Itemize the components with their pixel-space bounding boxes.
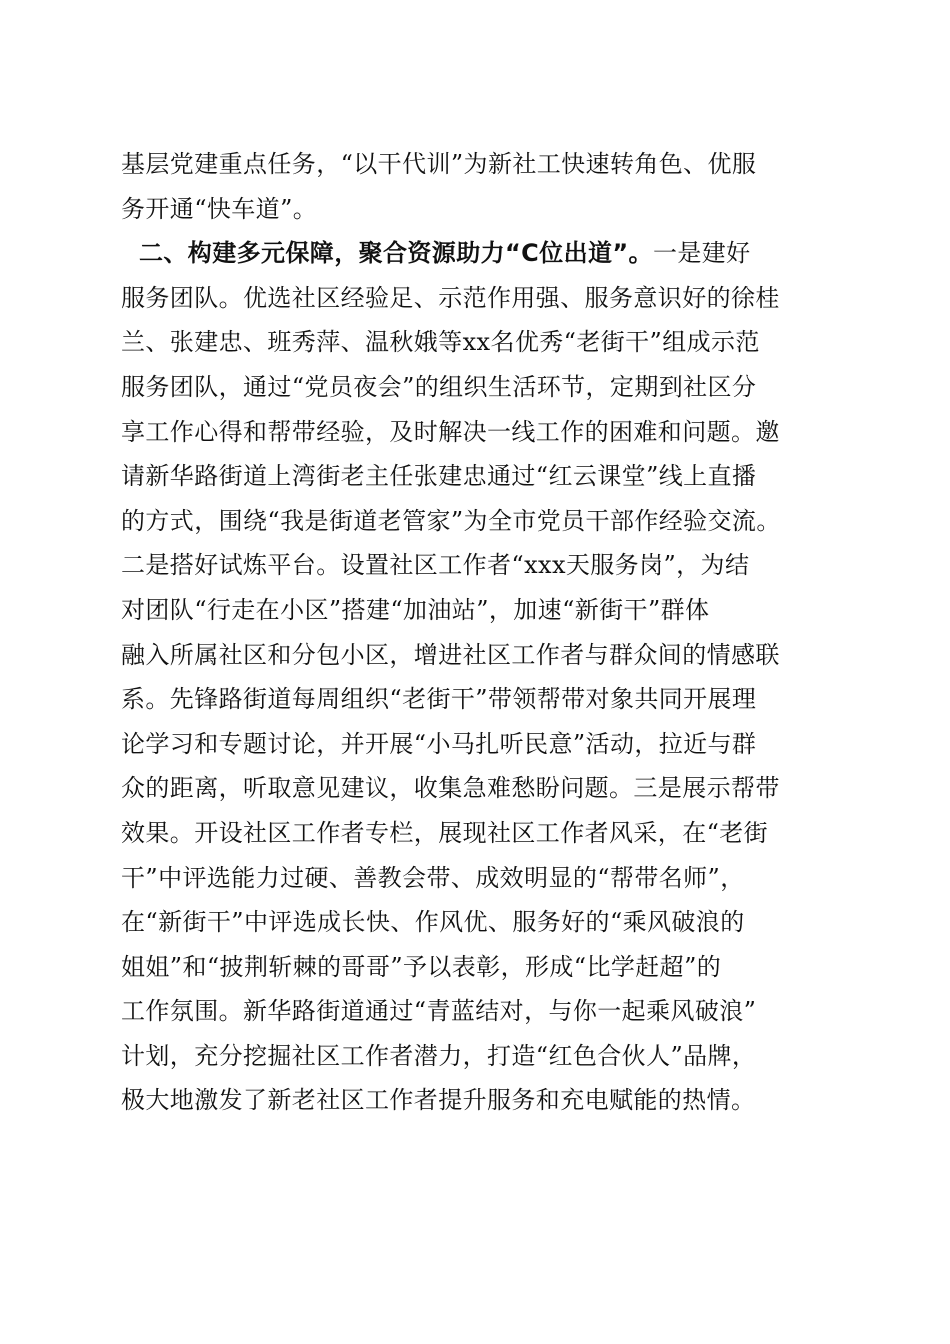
text-line: 的方式，围绕“我是街道老管家”为全市党员干部作经验交流。	[121, 506, 781, 535]
text-line: 对团队“行走在小区”搭建“加油站”，加速“新街干”群体	[121, 595, 710, 624]
text-line: 享工作心得和帮带经验，及时解决一线工作的困难和问题。邀	[121, 417, 780, 446]
text-line: 干”中评选能力过硬、善教会带、成效明显的“帮带名师”，	[121, 863, 745, 892]
text-line: 基层党建重点任务，“以干代训”为新社工快速转角色、优服	[121, 150, 757, 178]
text-line: 姐姐”和“披荆斩棘的哥哥”予以表彰，形成“比学赶超”的	[121, 952, 722, 981]
section-heading: 二、构建多元保障，聚合资源助力“C位出道”。	[139, 239, 653, 268]
text-line: 极大地激发了新老社区工作者提升服务和充电赋能的热情。	[121, 1086, 756, 1115]
text-line: 系。先锋路街道每周组织“老街干”带领帮带对象共同开展理	[121, 685, 757, 714]
body-text	[121, 142, 833, 1123]
text-line: 计划，充分挖掘社区工作者潜力，打造“红色合伙人”品牌，	[121, 1041, 757, 1070]
text-line: 众的距离，听取意见建议，收集急难愁盼问题。三是展示帮带	[121, 774, 780, 803]
text-line: 请新华路街道上湾街老主任张建忠通过“红云课堂”线上直播	[121, 462, 757, 491]
section-heading-line	[121, 231, 833, 276]
text-line: 兰、张建忠、班秀萍、温秋娥等xx名优秀“老街干”组成示范	[121, 328, 760, 357]
text-line: 在“新街干”中评选成长快、作风优、服务好的“乘风破浪的	[121, 908, 745, 937]
text-line: 论学习和专题讨论，并开展“小马扎听民意”活动，拉近与群	[121, 729, 757, 758]
text-line: 务开通“快车道”。	[121, 194, 318, 223]
text-line: 效果。开设社区工作者专栏，展现社区工作者风采，在“老街	[121, 818, 769, 847]
heading-continuation: 一是建好	[652, 239, 751, 268]
text-line: 工作氛围。新华路街道通过“青蓝结对，与你一起乘风破浪”	[121, 997, 757, 1026]
text-line: 服务团队。优选社区经验足、示范作用强、服务意识好的徐桂	[121, 283, 780, 312]
text-line: 服务团队，通过“党员夜会”的组织生活环节，定期到社区分	[121, 372, 757, 401]
text-line: 二是搭好试炼平台。设置社区工作者“xxx天服务岗”，为结	[121, 551, 750, 580]
text-line: 融入所属社区和分包小区，增进社区工作者与群众间的情感联	[121, 640, 780, 669]
